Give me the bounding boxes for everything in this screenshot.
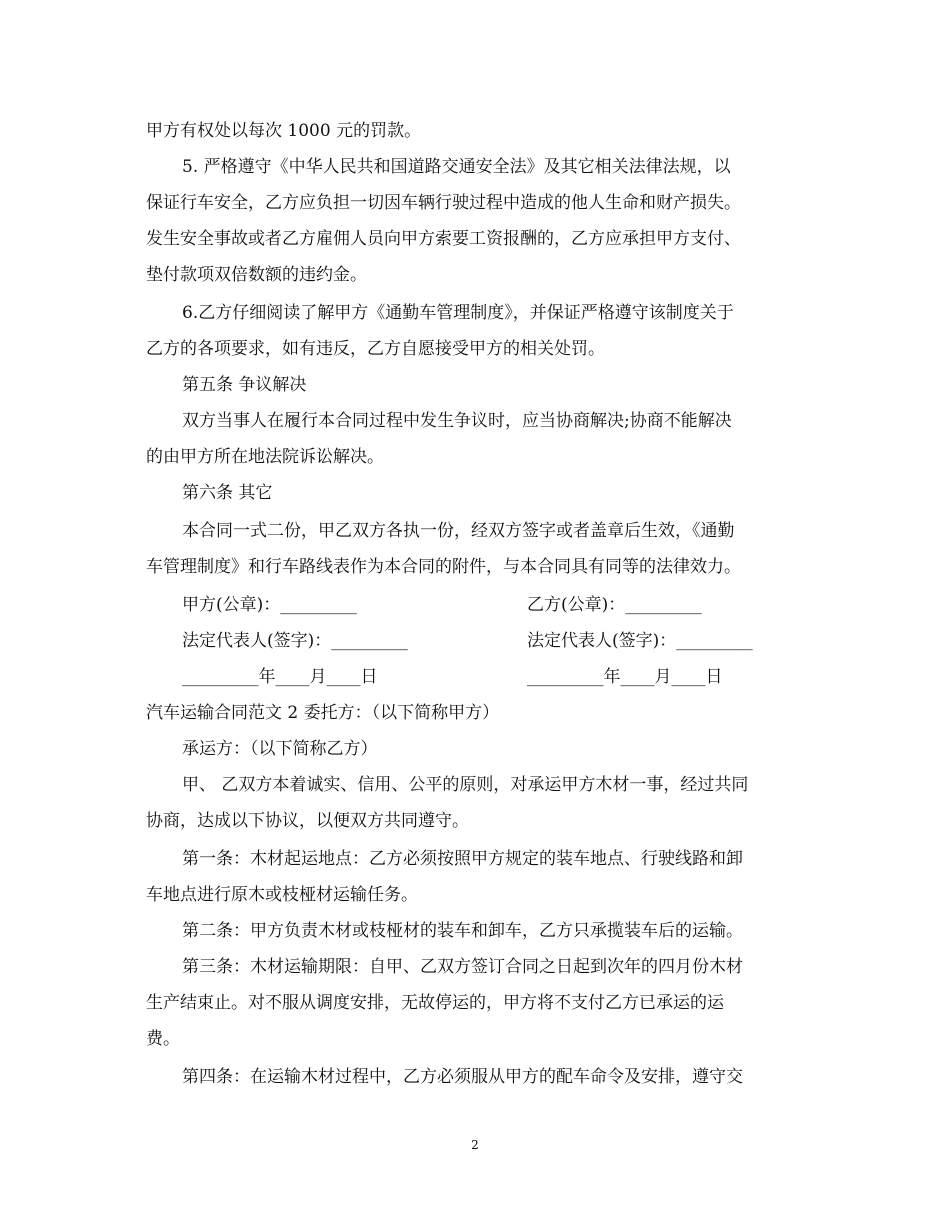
text-line: 乙方的各项要求，如有违反，乙方自愿接受甲方的相关处罚。 (146, 339, 605, 359)
text-line: 双方当事人在履行本合同过程中发生争议时，应当协商解决;协商不能解决 (182, 411, 732, 431)
party-a-date-field: _________年____月____日 (182, 667, 378, 687)
text-line: 承运方：（以下简称乙方） (182, 739, 378, 759)
text-line: 费。 (146, 1029, 180, 1049)
text-line: 的由甲方所在地法院诉讼解决。 (146, 447, 384, 467)
text-line: 发生安全事故或者乙方雇佣人员向甲方索要工资报酬的，乙方应承担甲方支付、 (146, 229, 741, 249)
text-line: 6.乙方仔细阅读了解甲方《通勤车管理制度》，并保证严格遵守该制度关于 (182, 303, 734, 323)
document-title-line: 汽车运输合同范文 2 委托方：（以下简称甲方） (146, 703, 500, 723)
text-line: 保证行车安全，乙方应负担一切因车辆行驶过程中造成的他人生命和财产损失。 (146, 193, 741, 213)
section-heading: 第六条 其它 (182, 483, 273, 503)
text-line: 第二条：甲方负责木材或枝桠材的装车和卸车，乙方只承揽装车后的运输。 (182, 921, 743, 941)
text-line: 5. 严格遵守《中华人民共和国道路交通安全法》及其它相关法律法规，以 (182, 157, 731, 177)
text-line: 第三条：木材运输期限：自甲、乙双方签订合同之日起到次年的四月份木材 (182, 957, 743, 977)
section-heading: 第五条 争议解决 (182, 375, 307, 395)
page-number: 2 (471, 1138, 479, 1152)
text-line: 甲、 乙双方本着诚实、信用、公平的原则，对承运甲方木材一事，经过共同 (182, 775, 749, 795)
party-a-seal-field: 甲方(公章)：_________ (182, 595, 357, 615)
party-a-representative-field: 法定代表人(签字)：_________ (182, 631, 408, 651)
text-line: 协商，达成以下协议，以便双方共同遵守。 (146, 811, 469, 831)
party-b-representative-field: 法定代表人(签字)：_________ (527, 631, 753, 651)
text-line: 车地点进行原木或枝桠材运输任务。 (146, 885, 418, 905)
text-line: 甲方有权处以每次 1000 元的罚款。 (146, 121, 422, 141)
party-b-date-field: _________年____月____日 (527, 667, 723, 687)
text-line: 垫付款项双倍数额的违约金。 (146, 265, 367, 285)
text-line: 车管理制度》和行车路线表作为本合同的附件，与本合同具有同等的法律效力。 (146, 557, 741, 577)
text-line: 第一条：木材起运地点：乙方必须按照甲方规定的装车地点、行驶线路和卸 (182, 849, 743, 869)
text-line: 本合同一式二份，甲乙双方各执一份，经双方签字或者盖章后生效，《通勤 (182, 521, 735, 541)
text-line: 生产结束止。对不服从调度安排，无故停运的，甲方将不支付乙方已承运的运 (146, 993, 724, 1013)
party-b-seal-field: 乙方(公章)：_________ (527, 595, 702, 615)
text-line: 第四条：在运输木材过程中，乙方必须服从甲方的配车命令及安排，遵守交 (182, 1067, 743, 1087)
